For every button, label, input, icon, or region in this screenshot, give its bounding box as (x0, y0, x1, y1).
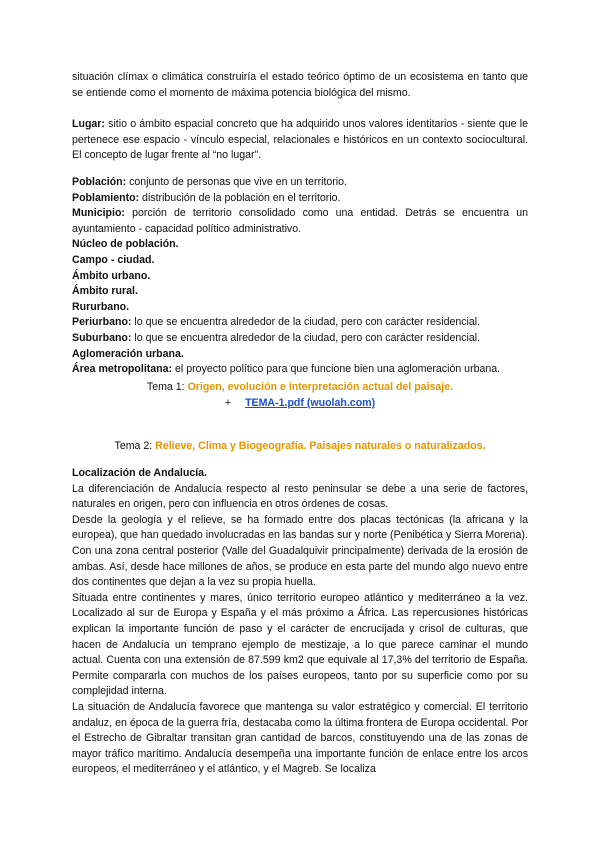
tema1-pdf-link[interactable]: TEMA-1.pdf (wuolah.com) (245, 397, 376, 409)
definition-item (72, 253, 528, 269)
definition-item (72, 175, 528, 191)
lugar-term: Lugar: (72, 118, 105, 130)
definition-item (72, 315, 528, 331)
tema1-link-line (72, 396, 528, 412)
definition-term: Municipio: (72, 207, 125, 220)
definition-item (72, 300, 528, 316)
definition-item (72, 206, 528, 237)
andalucia-section (72, 466, 528, 778)
definition-item (72, 237, 528, 253)
definition-item (72, 362, 528, 378)
definition-text: conjunto de personas que vive en un territorio. (126, 176, 347, 188)
tema2-title: Relieve, Clima y Biogeografía. Paisajes naturales o naturalizados. (155, 440, 486, 452)
body-paragraph: Situada entre continentes y mares, único territorio europeo atlántico y mediterráneo a la vez. Localizado al sur de Europa y España y el más próximo a África. Las repercusiones históricas explican la importante función de paso y el carácter de encrucijada y crisol de culturas, que hacen de Andalucía un temprano ejemplo de mestizaje, a lo que parece caminar el mundo actual. Cuenta con una extensión de 87.599 km2 que equivale al 17,3% del territorio de España. Permite compararla con muchos de los países europeos, tanto por su superficie como por su complejidad interna. (72, 591, 528, 698)
section-heading (72, 466, 528, 482)
tema1-label: Tema 1: (146, 381, 188, 393)
bullet-icon: + (224, 397, 232, 409)
definition-term: Aglomeración urbana. (72, 347, 184, 360)
definition-item (72, 191, 528, 207)
definition-term: Área metropolitana: (72, 363, 173, 376)
definition-term: Poblamiento: (72, 191, 140, 204)
body-paragraph: Desde la geología y el relieve, se ha formado entre dos placas tectónicas (la africana y la europea), que han quedado involucradas en las bandas sur y norte (Penibética y Sierra Morena). (72, 513, 528, 542)
definition-term: Rururbano. (72, 300, 130, 313)
body-paragraph: Con una zona central posterior (Valle del Guadalquivir principalmente) derivada de la erosión de ambas. Así, desde hace millones de años, se produce en esta parte del mundo algo nuevo entre dos continentes que dejan a la vez su propia huella. (72, 544, 528, 589)
definition-item (72, 347, 528, 363)
definition-text: lo que se encuentra alrededor de la ciudad, pero con carácter residencial. (131, 331, 481, 344)
tema2-label: Tema 2: (114, 440, 156, 452)
tema1-heading (72, 380, 528, 396)
body-paragraph: La situación de Andalucía favorece que mantenga su valor estratégico y comercial. El territorio andaluz, en época de la guerra fría, destacaba como la última frontera de Europa occidental. Por el Estrecho de Gibraltar transitan gran cantidad de barcos, constituyendo una de las zonas de mayor tráfico marítimo. Andalucía desempeña una importante función de enlace entre los arcos europeos, el mediterráneo y el atlántico, y el Magreb. Se localiza (72, 700, 528, 776)
definition-text: el proyecto político para que funcione bien una aglomeración urbana. (172, 363, 501, 376)
tema1-title: Origen, evolución e interpretación actual del paisaje. (187, 381, 454, 393)
lugar-definition (72, 117, 528, 164)
definition-term: Campo - ciudad. (72, 253, 155, 266)
definition-item (72, 284, 528, 300)
definition-term: Ámbito rural. (72, 285, 138, 298)
definition-text: porción de territorio consolidado como una entidad. Detrás se encuentra un ayuntamiento - capacidad político administrativo. (72, 207, 528, 235)
section-heading-text: Localización de Andalucía. (72, 467, 208, 479)
body-paragraph: La diferenciación de Andalucía respecto al resto peninsular se debe a una serie de factores, naturales en origen, pero con influencia en otros órdenes de cosas. (72, 482, 528, 511)
definition-term: Núcleo de población. (72, 238, 179, 251)
definition-term: Población: (72, 176, 127, 188)
lugar-text: sitio o ámbito espacial concreto que ha adquirido unos valores identitarios - siente que le pertenece ese espacio - vínculo especial, relacionales e históricos en un contexto sociocultural. El concepto de lugar frente al “no lugar”. (72, 118, 528, 162)
definition-text: distribución de la población en el territorio. (139, 191, 341, 204)
definition-text: lo que se encuentra alrededor de la ciudad, pero con carácter residencial. (131, 316, 481, 329)
definition-item (72, 269, 528, 285)
definition-item (72, 331, 528, 347)
definition-term: Periurbano: (72, 316, 132, 329)
definition-term: Ámbito urbano. (72, 269, 151, 282)
tema2-heading (72, 439, 528, 455)
definitions-list (72, 175, 528, 378)
definition-term: Suburbano: (72, 331, 132, 344)
intro-paragraph: situación clímax o climática construiría el estado teórico óptimo de un ecosistema en tanto que se entiende como el momento de máxima potencia biológica del mismo. (72, 71, 528, 99)
